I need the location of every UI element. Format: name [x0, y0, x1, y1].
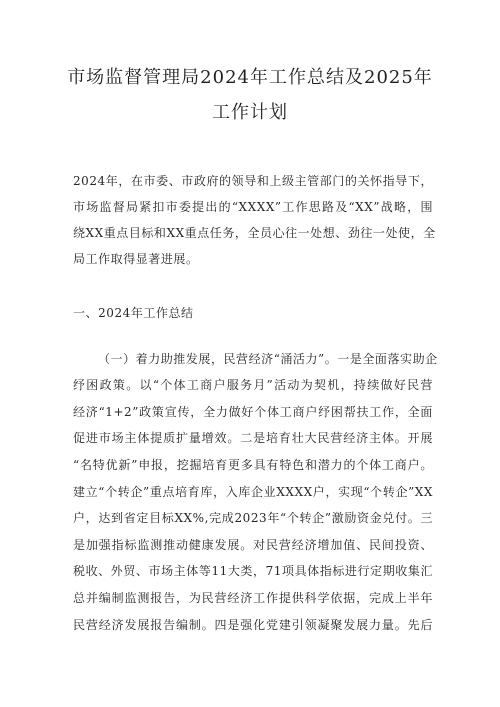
section-line: 税收、外贸、市场主体等11大类，71项具体指标进行定期收集汇: [73, 564, 433, 578]
intro-line: 局工作取得显著进展。: [73, 252, 199, 266]
document-title-line-2: 工作计划: [212, 102, 288, 123]
section-line: “名特优新”申报，挖掘培育更多具有特色和潜力的个体工商户。: [73, 458, 433, 472]
section-line: 民营经济发展报告编制。四是强化党建引领凝聚发展力量。先后: [73, 618, 433, 632]
section-line: 经济“1+2”政策宣传，全力做好个体工商户纾困帮扶工作，全面: [73, 405, 433, 419]
section-line: （一）着力助推发展，民营经济“涌活力”。一是全面落实助企: [98, 352, 438, 366]
intro-line: 市场监督局紧扣市委提出的“XXXX”工作思路及“XX”战略，围: [73, 200, 433, 214]
intro-line: 绕XX重点目标和XX重点任务，全员心往一处想、劲往一处使，全: [73, 226, 436, 240]
section-heading: 一、2024年工作总结: [73, 306, 194, 320]
section-line: 总并编制监测报告，为民营经济工作提供科学依据，完成上半年: [73, 591, 433, 605]
intro-line: 2024年，在市委、市政府的领导和上级主管部门的关怀指导下，: [73, 174, 433, 188]
section-line: 纾困政策。以“个体工商户服务月”活动为契机，持续做好民营: [73, 378, 433, 392]
document-title-line-1: 市场监督管理局2024年工作总结及2025年: [67, 67, 433, 88]
section-line: 建立“个转企”重点培育库，入库企业XXXX户，实现“个转企”XX: [73, 485, 433, 499]
section-line: 是加强指标监测推动健康发展。对民营经济增加值、民间投资、: [73, 538, 433, 552]
section-line: 促进市场主体提质扩量增效。二是培育壮大民营经济主体。开展: [73, 431, 433, 445]
section-line: 户，达到省定目标XX%,完成2023年“个转企”激励资金兑付。三: [73, 511, 433, 525]
